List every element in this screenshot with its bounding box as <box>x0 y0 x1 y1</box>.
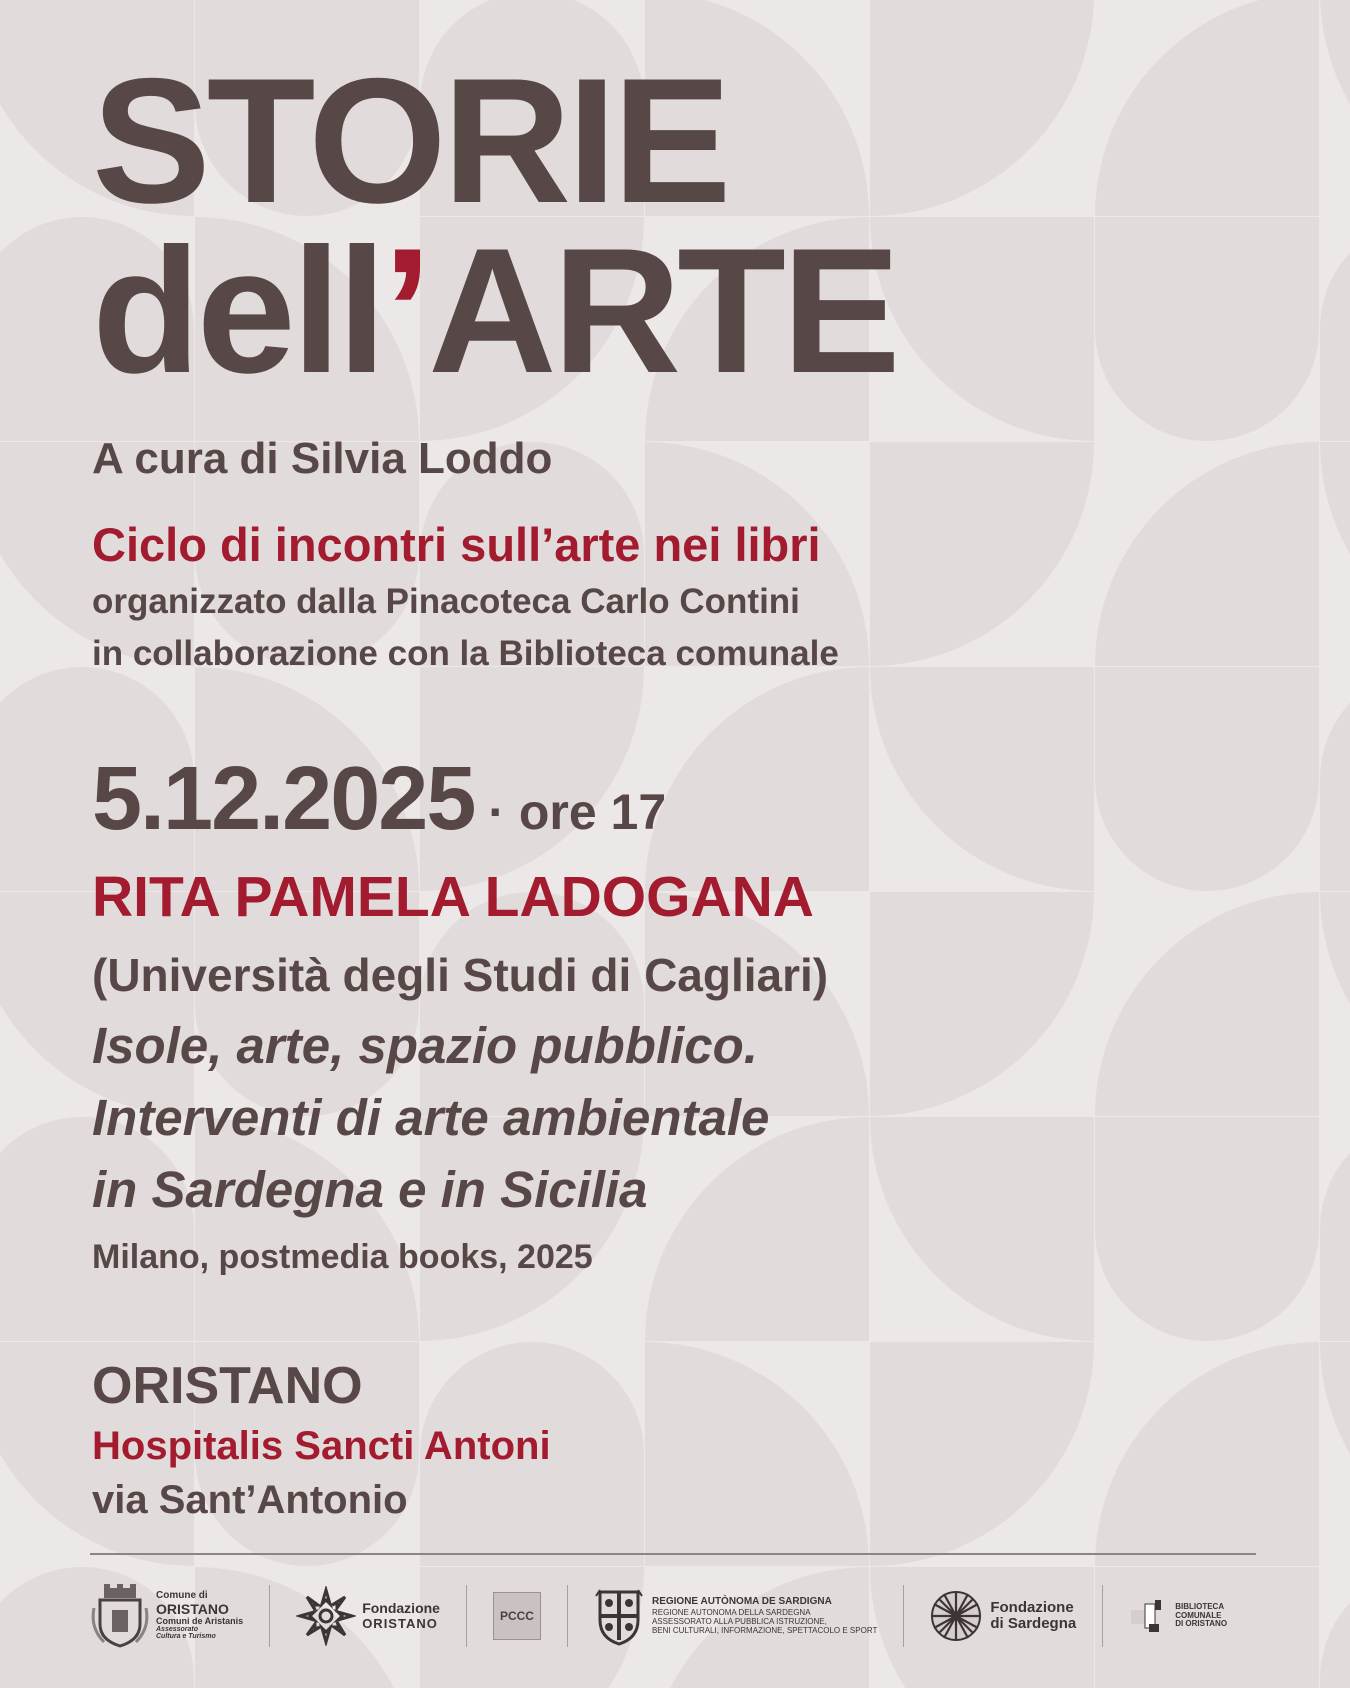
work-title-line-1: Isole, arte, spazio pubblico. <box>92 1017 758 1074</box>
logo-pccc <box>493 1592 541 1640</box>
publication-info: Milano, postmedia books, 2025 <box>92 1238 593 1276</box>
logo-separator <box>903 1585 904 1647</box>
speaker-name: RITA PAMELA LADOGANA <box>92 865 814 929</box>
speaker-affiliation: (Università degli Studi di Cagliari) <box>92 949 829 1001</box>
title-line-1: STORIE <box>92 41 728 240</box>
logo-separator <box>1102 1585 1103 1647</box>
oristano-crest-icon <box>90 1584 150 1648</box>
sponsor-logos <box>90 1572 1256 1660</box>
pccc-logo-icon: PCCC <box>493 1592 541 1640</box>
logo-separator <box>567 1585 568 1647</box>
event-date: 5.12.2025 · ore 17 <box>92 749 667 849</box>
logo-biblioteca: BIBLIOTECA COMUNALE DI ORISTANO <box>1129 1596 1227 1636</box>
footer-divider <box>90 1553 1256 1555</box>
location-street: via Sant’Antonio <box>92 1478 408 1522</box>
organizer-line-1: organizzato dalla Pinacoteca Carlo Contini <box>92 582 800 621</box>
logo-separator <box>269 1585 270 1647</box>
logo-separator <box>466 1585 467 1647</box>
title-apostrophe: ’ <box>382 211 429 410</box>
logo-regione-sardegna: REGIONE AUTÒNOMA DE SARDIGNA REGIONE AUTONOMA DELLA SARDEGNA ASSESSORATO ALLA PUBBLICA ISTRUZIONE, BENI CULTURALI, INFORMAZIONE, SPETTACOLO E SPORT <box>594 1586 877 1646</box>
event-time: ore 17 <box>518 784 667 840</box>
curator: A cura di Silvia Loddo <box>92 434 553 483</box>
title-line-2: dell’ARTE <box>92 211 897 410</box>
fondazione-sardegna-globe-icon <box>930 1590 982 1642</box>
location-city: ORISTANO <box>92 1357 363 1415</box>
cycle-heading: Ciclo di incontri sull’arte nei libri <box>92 518 821 571</box>
sardegna-crest-icon <box>594 1586 644 1646</box>
biblioteca-logo-icon <box>1129 1596 1169 1636</box>
logo-comune-oristano: Comune di ORISTANO Comuni de Aristanis Assessorato Cultura e Turismo <box>90 1584 243 1648</box>
logo-fondazione-oristano: Fondazione ORISTANO <box>296 1586 440 1646</box>
work-title-line-3: in Sardegna e in Sicilia <box>92 1161 648 1218</box>
logo-fondazione-sardegna: Fondazione di Sardegna <box>930 1590 1076 1642</box>
fondazione-oristano-star-icon <box>296 1586 356 1646</box>
location-venue: Hospitalis Sancti Antoni <box>92 1424 551 1468</box>
organizer-line-2: in collaborazione con la Biblioteca comunale <box>92 634 839 673</box>
work-title-line-2: Interventi di arte ambientale <box>92 1089 770 1146</box>
